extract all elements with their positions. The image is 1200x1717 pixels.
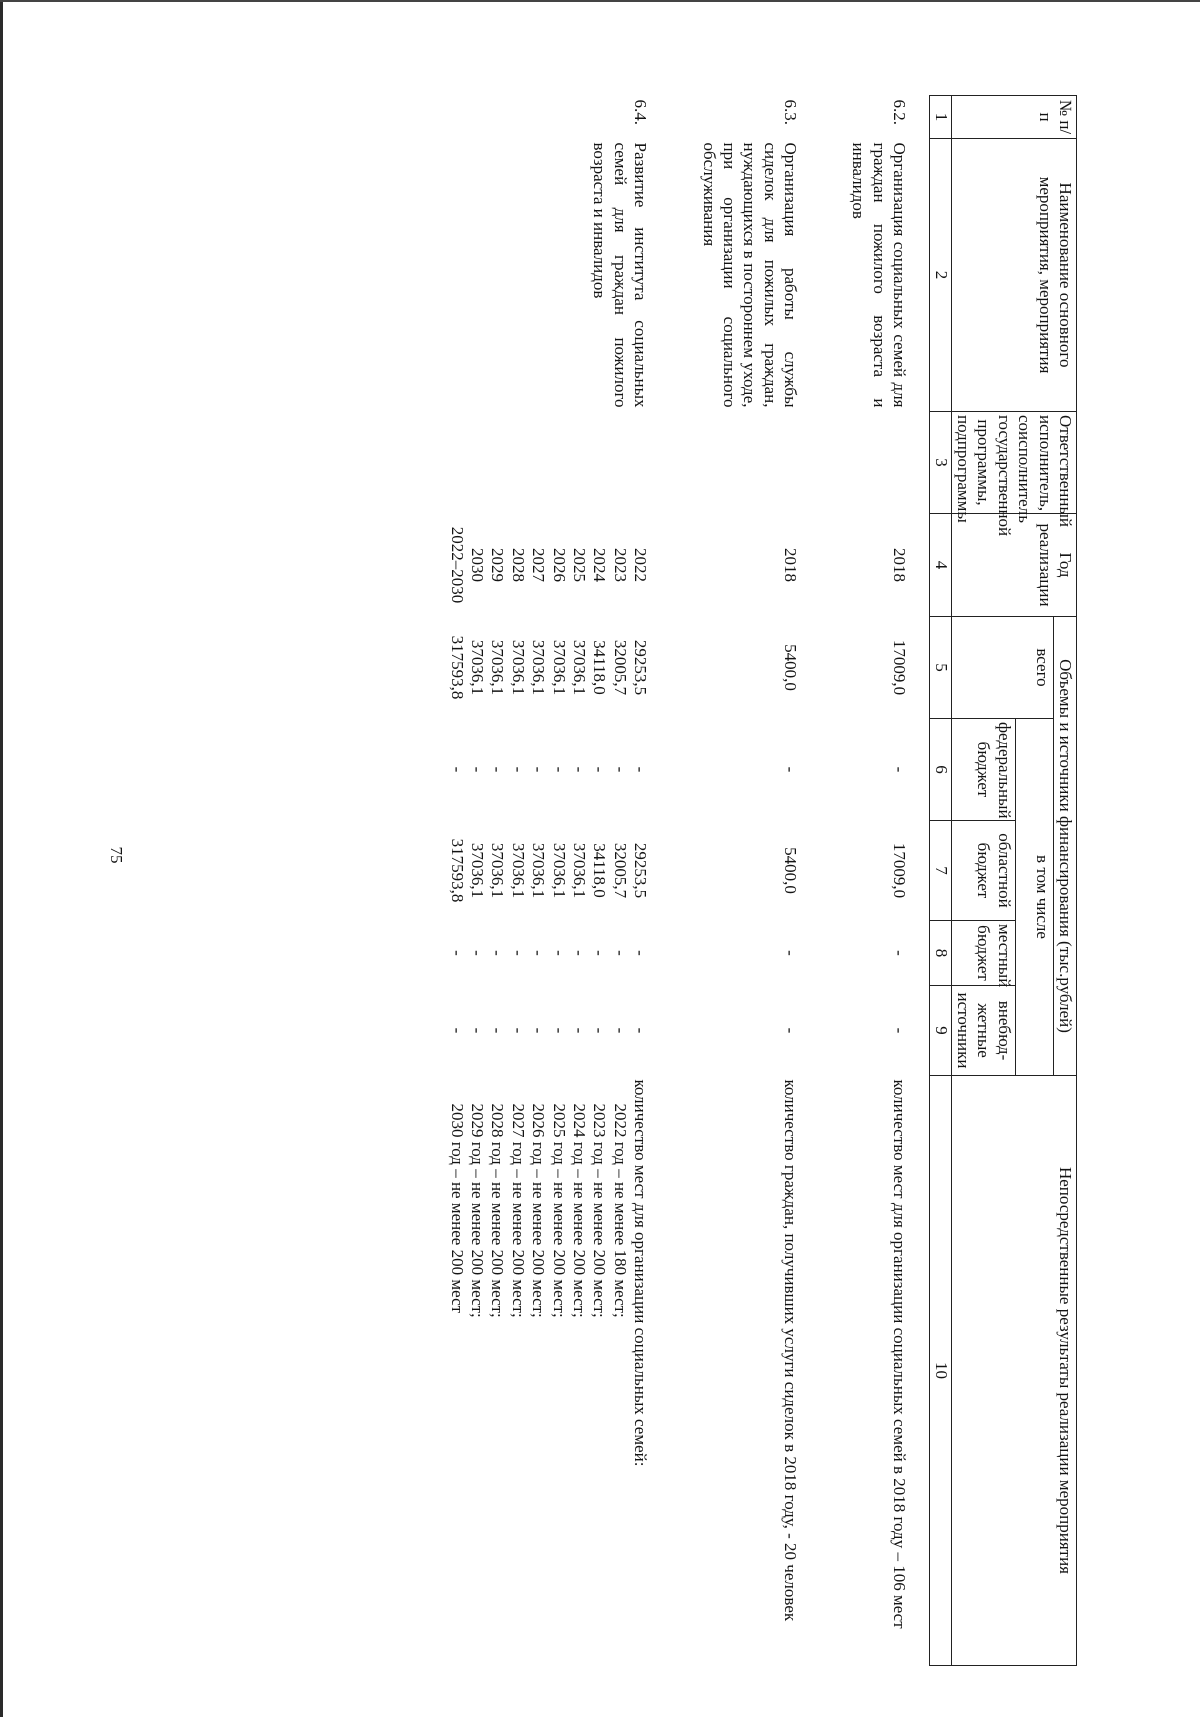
cell-line: 2029 (488, 548, 508, 582)
header-funding: Объемы и источники финансирования (тыс.рублей) (1053, 617, 1076, 1076)
col-number: 2 (930, 139, 951, 412)
cell-line: - (781, 1027, 801, 1034)
table-row (848, 96, 930, 1666)
rotated-page (147, 95, 1077, 1665)
cell-line: 34118,0 (590, 843, 610, 898)
cell-line: - (549, 950, 569, 956)
column-number-row (930, 96, 951, 1666)
cell-line: 37036,1 (508, 842, 528, 899)
cell-line: - (569, 1027, 589, 1034)
row-total (848, 617, 930, 719)
row-federal (446, 719, 670, 821)
result-item: 2023 год – не менее 200 мест; (590, 1103, 610, 1318)
cell-line: 37036,1 (529, 639, 549, 696)
cell-line: 2022–2030 (447, 526, 467, 604)
cell-line: - (569, 950, 589, 956)
cell-line: - (610, 766, 630, 773)
result-item: 2025 год – не менее 200 мест; (549, 1103, 569, 1318)
row-name: Организация социальных семей для граждан пожилого возраста и инвалидов (849, 142, 910, 408)
cell-line: 2018 (890, 548, 910, 582)
cell-line: - (590, 766, 610, 773)
cell-line: - (468, 1027, 488, 1034)
cell-line: - (890, 1027, 910, 1034)
cell-line: - (781, 950, 801, 956)
header-results: Непосредственные результаты реализации мероприятия (951, 1076, 1076, 1666)
col-number: 3 (930, 412, 951, 514)
cell-line: 37036,1 (468, 842, 488, 899)
header-num: № п/п (951, 96, 1076, 139)
row-total (698, 617, 820, 719)
row-federal (698, 719, 820, 821)
row-num: 6.4. (631, 99, 651, 125)
cell-line: 2027 (529, 548, 549, 582)
header-total: всего (951, 617, 1053, 719)
cell-line: - (488, 950, 508, 956)
col-number: 7 (930, 821, 951, 921)
row-result: количество граждан, получивших услуги сиделок в 2018 году, - 20 человек (781, 1079, 801, 1622)
cell-line: 37036,1 (468, 639, 488, 696)
cell-line: - (610, 1027, 630, 1034)
row-regional (848, 821, 930, 921)
row-local (698, 921, 820, 986)
cell-line: 5400,0 (781, 847, 801, 894)
table-body (446, 96, 930, 1666)
col-number: 1 (930, 96, 951, 139)
header-regional: областной бюджет (951, 821, 1015, 921)
row-num: 6.3. (781, 99, 801, 125)
row-regional (698, 821, 820, 921)
header-local: местный бюджет (951, 921, 1015, 986)
cell-line: 37036,1 (508, 639, 528, 696)
cell-line: 32005,7 (610, 842, 630, 899)
row-num: 6.2. (890, 99, 910, 125)
cell-line: 37036,1 (488, 842, 508, 899)
cell-line: - (447, 950, 467, 956)
cell-line: 317593,8 (447, 635, 467, 700)
scan-edge-top (0, 0, 1200, 2)
cell-line: 34118,0 (590, 640, 610, 695)
row-responsible (848, 412, 930, 514)
header-responsible: Ответственный исполнитель, соисполнитель государственной программы, подпрограммы (951, 412, 1076, 514)
cell-line: - (610, 950, 630, 956)
cell-line: - (488, 766, 508, 773)
row-years (446, 514, 670, 617)
cell-line: - (781, 766, 801, 773)
result-item: 2029 год – не менее 200 мест; (468, 1103, 488, 1318)
cell-line: - (529, 766, 549, 773)
cell-line: - (590, 1027, 610, 1034)
cell-line: 37036,1 (549, 842, 569, 899)
cell-line: - (508, 950, 528, 956)
cell-line: 37036,1 (549, 639, 569, 696)
row-extra (446, 986, 670, 1076)
cell-line: - (890, 950, 910, 956)
col-number: 8 (930, 921, 951, 986)
cell-line: 2028 (508, 548, 528, 582)
page-number: 75 (107, 846, 126, 864)
result-item: 2027 год – не менее 200 мест; (508, 1103, 528, 1318)
cell-line: - (468, 950, 488, 956)
cell-line: 317593,8 (447, 838, 467, 903)
header-incl: в том числе (1015, 719, 1053, 1076)
cell-line: - (549, 766, 569, 773)
cell-line: 29253,5 (631, 842, 651, 899)
cell-line: 17009,0 (890, 842, 910, 899)
result-item: 2024 год – не менее 200 мест; (569, 1103, 589, 1318)
cell-line: - (590, 950, 610, 956)
row-federal (848, 719, 930, 821)
row-local (848, 921, 930, 986)
row-name: Организация работы службы сиделок для пожилых граждан, нуждающихся в постороннем уходе, при организации социального обслуживания (699, 142, 801, 408)
col-number: 9 (930, 986, 951, 1076)
row-total (446, 617, 670, 719)
result-item: 2026 год – не менее 200 мест; (529, 1103, 549, 1318)
row-responsible (698, 412, 820, 514)
cell-line: 37036,1 (529, 842, 549, 899)
header-extra: внебюд-жетные источники (951, 986, 1015, 1076)
header-year: Год реализации (951, 514, 1076, 617)
cell-line: - (529, 1027, 549, 1034)
cell-line: 37036,1 (569, 842, 589, 899)
cell-line: 2023 (610, 548, 630, 582)
row-result (446, 1076, 670, 1666)
cell-line: 2024 (590, 548, 610, 582)
table-header (930, 96, 1077, 1666)
cell-line: - (569, 766, 589, 773)
cell-line: 2018 (781, 548, 801, 582)
cell-line: - (488, 1027, 508, 1034)
cell-line: - (529, 950, 549, 956)
cell-line: 37036,1 (488, 639, 508, 696)
cell-line: - (890, 766, 910, 773)
row-result: количество мест для организации социальных семей в 2018 году – 106 мест (890, 1079, 910, 1629)
row-local (446, 921, 670, 986)
cell-line: - (447, 1027, 467, 1034)
cell-line: - (468, 766, 488, 773)
table-row (698, 96, 820, 1666)
cell-line: - (508, 766, 528, 773)
cell-line: - (508, 1027, 528, 1034)
col-number: 10 (930, 1076, 951, 1666)
result-item: 2022 год – не менее 180 мест; (610, 1103, 630, 1318)
cell-line: - (631, 950, 651, 956)
cell-line: - (447, 766, 467, 773)
result-items (446, 1080, 630, 1662)
result-item: 2030 год – не менее 200 мест (447, 1103, 467, 1314)
row-years (848, 514, 930, 617)
result-item: 2028 год – не менее 200 мест; (488, 1103, 508, 1318)
cell-line: 37036,1 (569, 639, 589, 696)
row-years (698, 514, 820, 617)
cell-line: - (631, 1027, 651, 1034)
cell-line: 2025 (569, 548, 589, 582)
cell-line: 2030 (468, 548, 488, 582)
program-table (446, 95, 1077, 1666)
row-extra (698, 986, 820, 1076)
header-federal: федеральный бюджет (951, 719, 1015, 821)
cell-line: 2022 (631, 548, 651, 582)
cell-line: 2026 (549, 548, 569, 582)
row-extra (848, 986, 930, 1076)
cell-line: 17009,0 (890, 639, 910, 696)
row-regional (446, 821, 670, 921)
table-row (446, 96, 670, 1666)
cell-line: 5400,0 (781, 644, 801, 691)
cell-line: 29253,5 (631, 639, 651, 696)
cell-line: - (549, 1027, 569, 1034)
header-name: Наименование основного мероприятия, мероприятия (951, 139, 1076, 412)
row-name: Развитие института социальных семей для граждан пожилого возраста и инвалидов (590, 142, 651, 408)
scan-edge-left (0, 0, 3, 1717)
col-number: 4 (930, 514, 951, 617)
cell-line: - (631, 766, 651, 773)
col-number: 5 (930, 617, 951, 719)
result-intro: количество мест для организации социальных семей: (631, 1079, 651, 1467)
row-responsible (446, 412, 670, 514)
cell-line: 32005,7 (610, 639, 630, 696)
col-number: 6 (930, 719, 951, 821)
